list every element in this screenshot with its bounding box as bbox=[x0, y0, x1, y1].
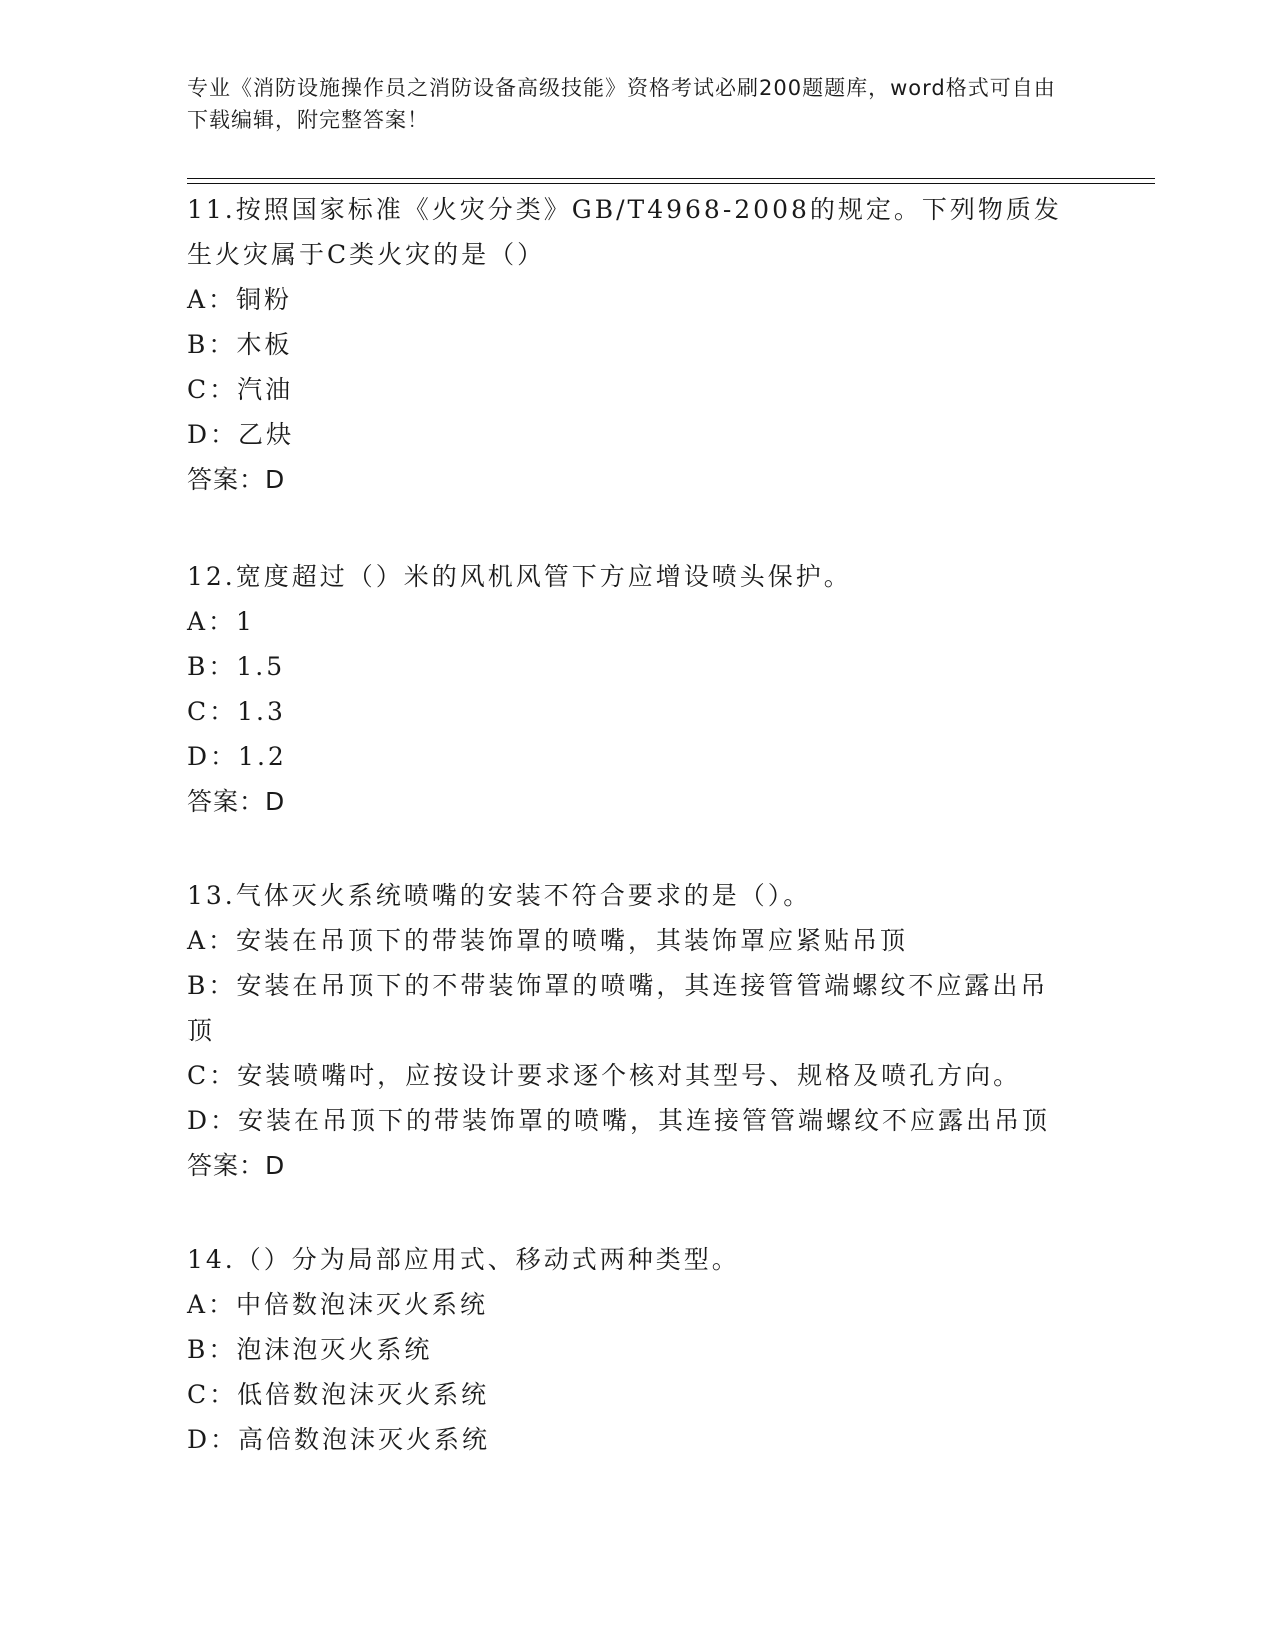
question-14 bbox=[187, 1237, 1067, 1462]
option-b: B：安装在吊顶下的不带装饰罩的喷嘴，其连接管管端螺纹不应露出吊顶 bbox=[187, 971, 1049, 1045]
document-header: 专业《消防设施操作员之消防设备高级技能》资格考试必刷200题题库，word格式可自由下载编辑，附完整答案！ bbox=[187, 76, 1056, 132]
option-a: A：安装在吊顶下的带装饰罩的喷嘴，其装饰罩应紧贴吊顶 bbox=[187, 926, 909, 955]
question-stem: 12.宽度超过（）米的风机风管下方应增设喷头保护。 bbox=[187, 562, 852, 591]
answer: 答案：D bbox=[187, 787, 286, 816]
option-a: A：1 bbox=[187, 607, 255, 636]
option-d: D：乙炔 bbox=[187, 420, 295, 449]
answer: 答案：D bbox=[187, 1151, 286, 1180]
question-stem: 13.气体灭火系统喷嘴的安装不符合要求的是（）。 bbox=[187, 881, 812, 910]
option-c: C：1.3 bbox=[187, 697, 286, 726]
question-11 bbox=[187, 187, 1067, 502]
question-13 bbox=[187, 873, 1067, 1188]
question-stem: 14.（）分为局部应用式、移动式两种类型。 bbox=[187, 1245, 740, 1274]
answer: 答案：D bbox=[187, 465, 286, 494]
option-b: B：泡沫泡灭火系统 bbox=[187, 1335, 433, 1364]
option-b: B：木板 bbox=[187, 330, 293, 359]
option-d: D：高倍数泡沫灭火系统 bbox=[187, 1425, 491, 1454]
option-a: A：铜粉 bbox=[187, 285, 293, 314]
option-c: C：安装喷嘴吋，应按设计要求逐个核对其型号、规格及喷孔方向。 bbox=[187, 1061, 1022, 1090]
option-d: D：1.2 bbox=[187, 742, 287, 771]
option-c: C：汽油 bbox=[187, 375, 294, 404]
question-stem: 11.按照国家标准《火灾分类》GB/T4968-2008的规定。下列物质发生火灾属于C类火灾的是（） bbox=[187, 195, 1062, 269]
option-d: D：安装在吊顶下的带装饰罩的喷嘴，其连接管管端螺纹不应露出吊顶 bbox=[187, 1106, 1051, 1135]
option-a: A：中倍数泡沫灭火系统 bbox=[187, 1290, 489, 1319]
header-divider-top bbox=[187, 178, 1155, 179]
header-divider-bottom bbox=[187, 183, 1155, 184]
option-b: B：1.5 bbox=[187, 652, 286, 681]
question-12 bbox=[187, 554, 1067, 824]
option-c: C：低倍数泡沫灭火系统 bbox=[187, 1380, 490, 1409]
